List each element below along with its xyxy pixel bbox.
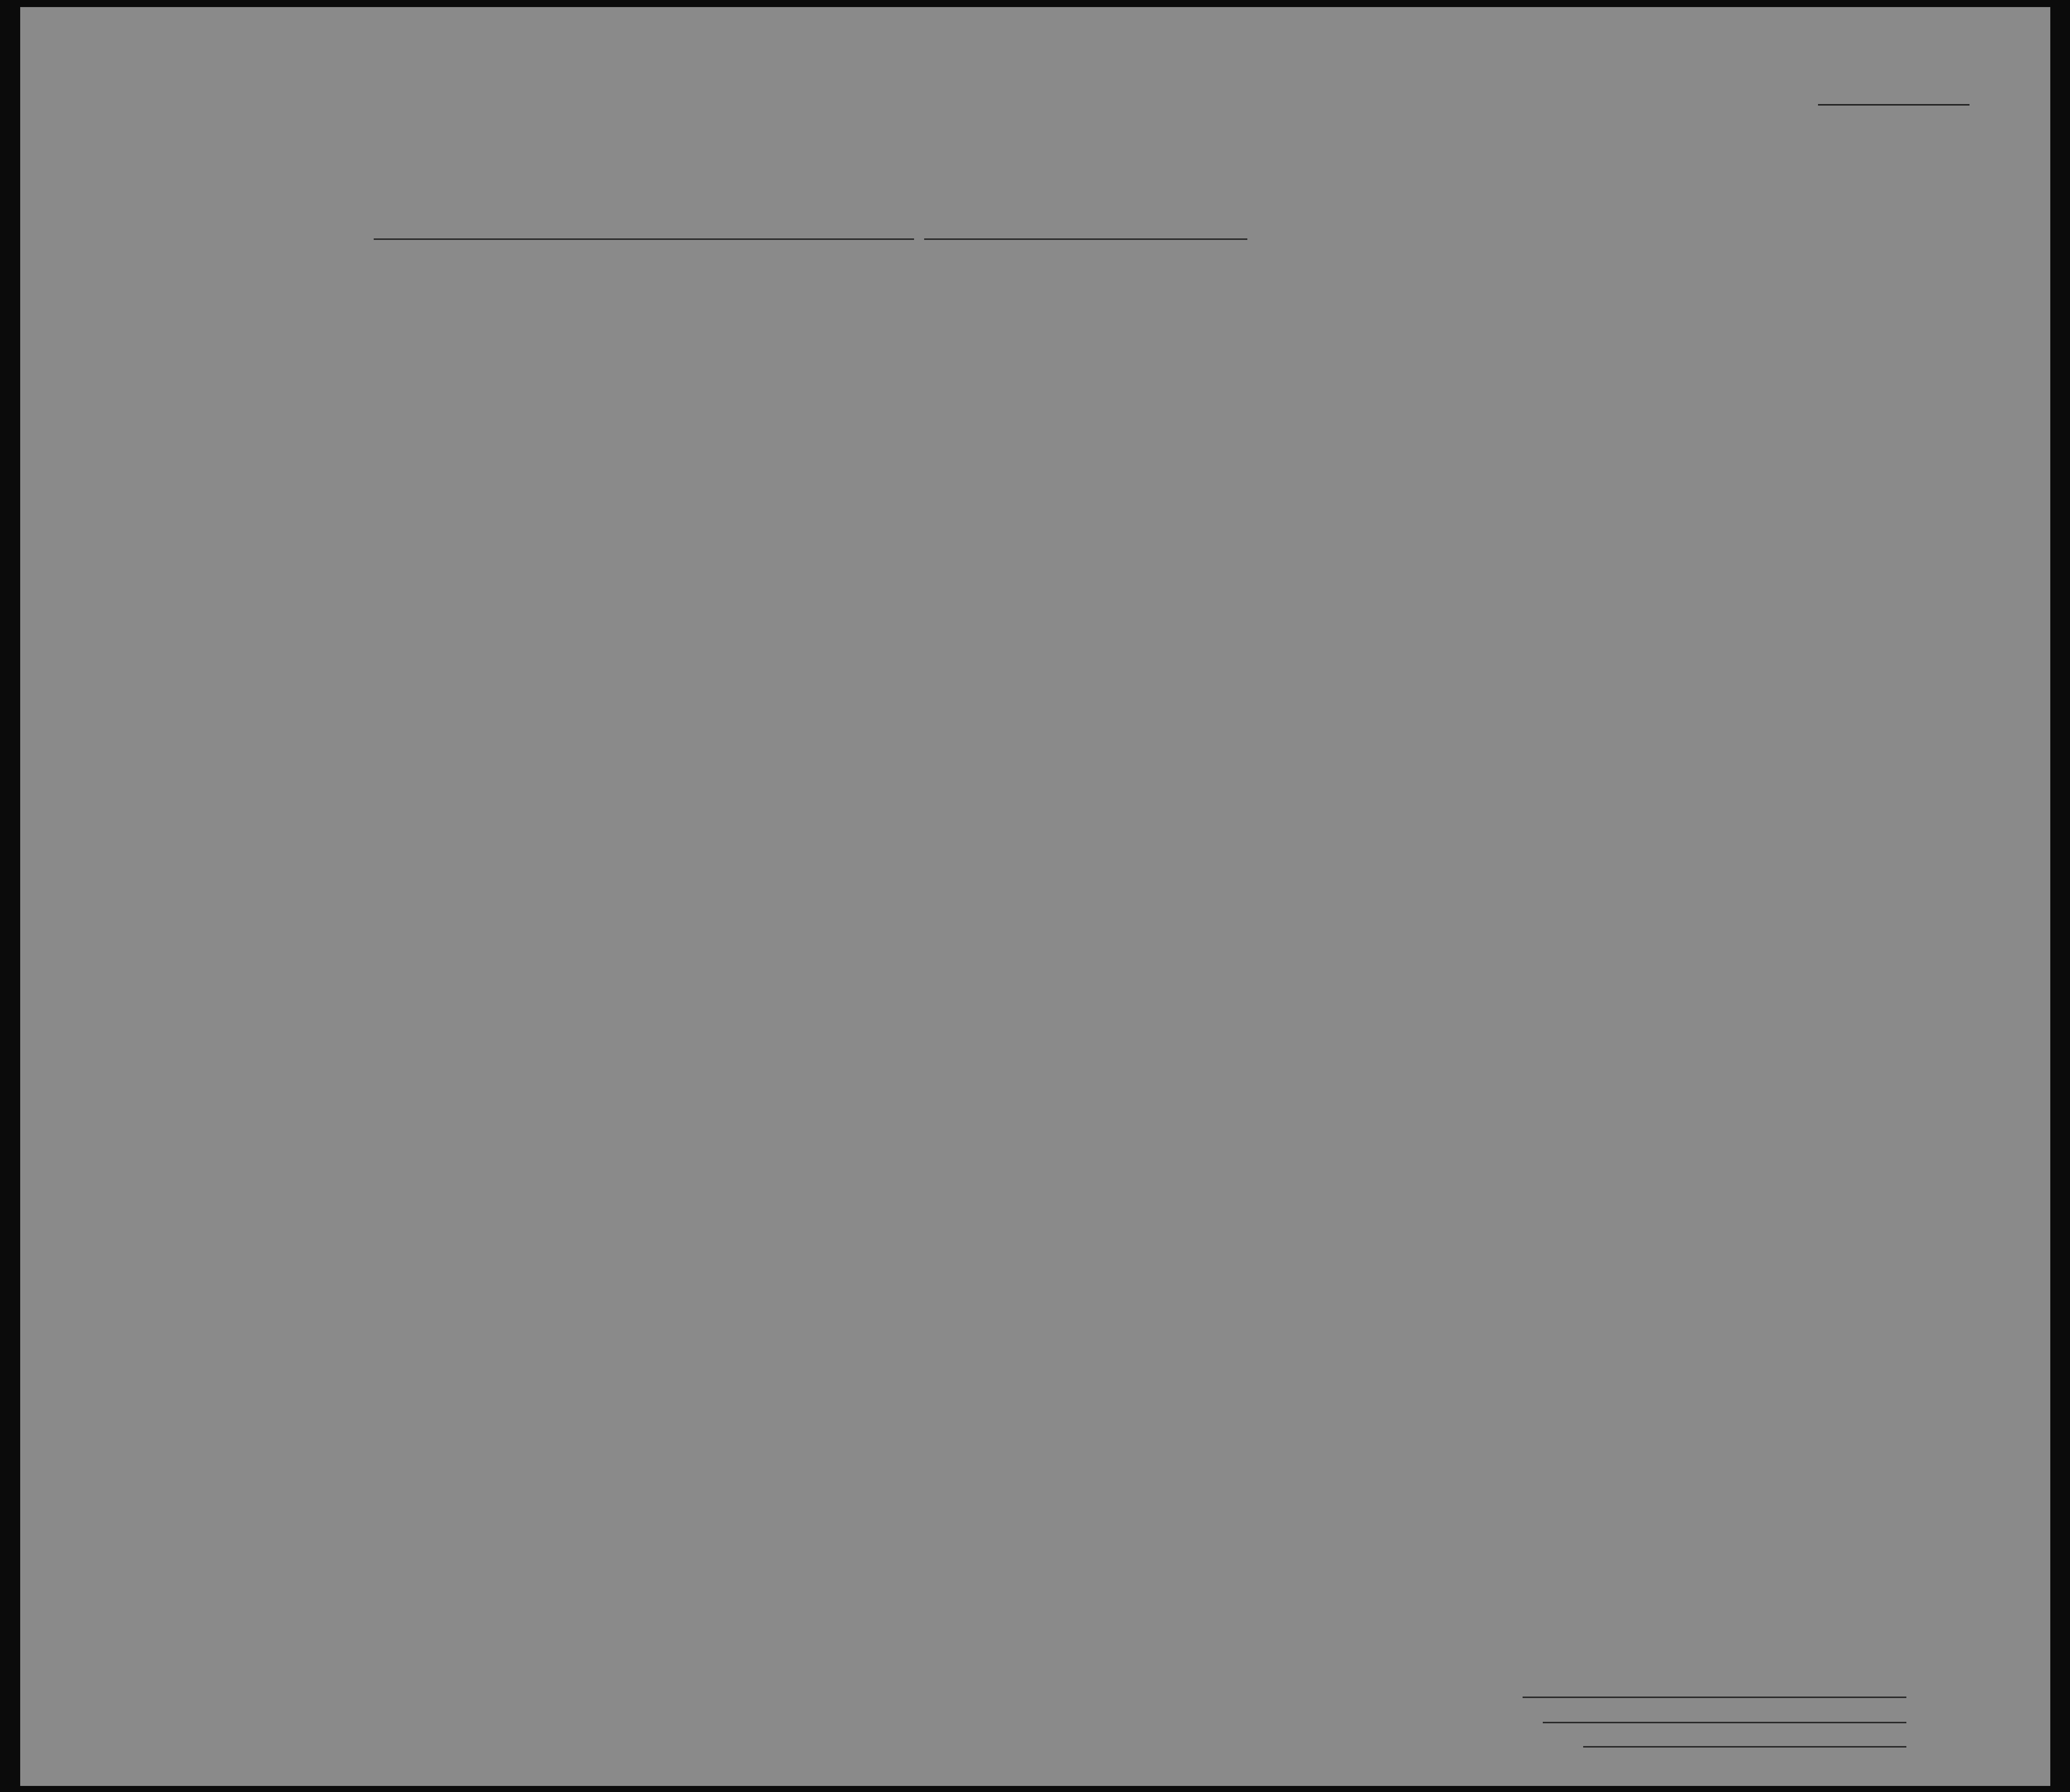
table-grid	[20, 7, 2050, 1786]
date-underline	[924, 238, 1247, 240]
owners-underline	[1543, 1722, 1906, 1723]
manifest-sheet	[20, 7, 2050, 1786]
line-underline	[1523, 1697, 1906, 1698]
list-line	[1818, 104, 1970, 106]
port-underline	[374, 238, 914, 240]
agents-underline	[1583, 1746, 1906, 1748]
